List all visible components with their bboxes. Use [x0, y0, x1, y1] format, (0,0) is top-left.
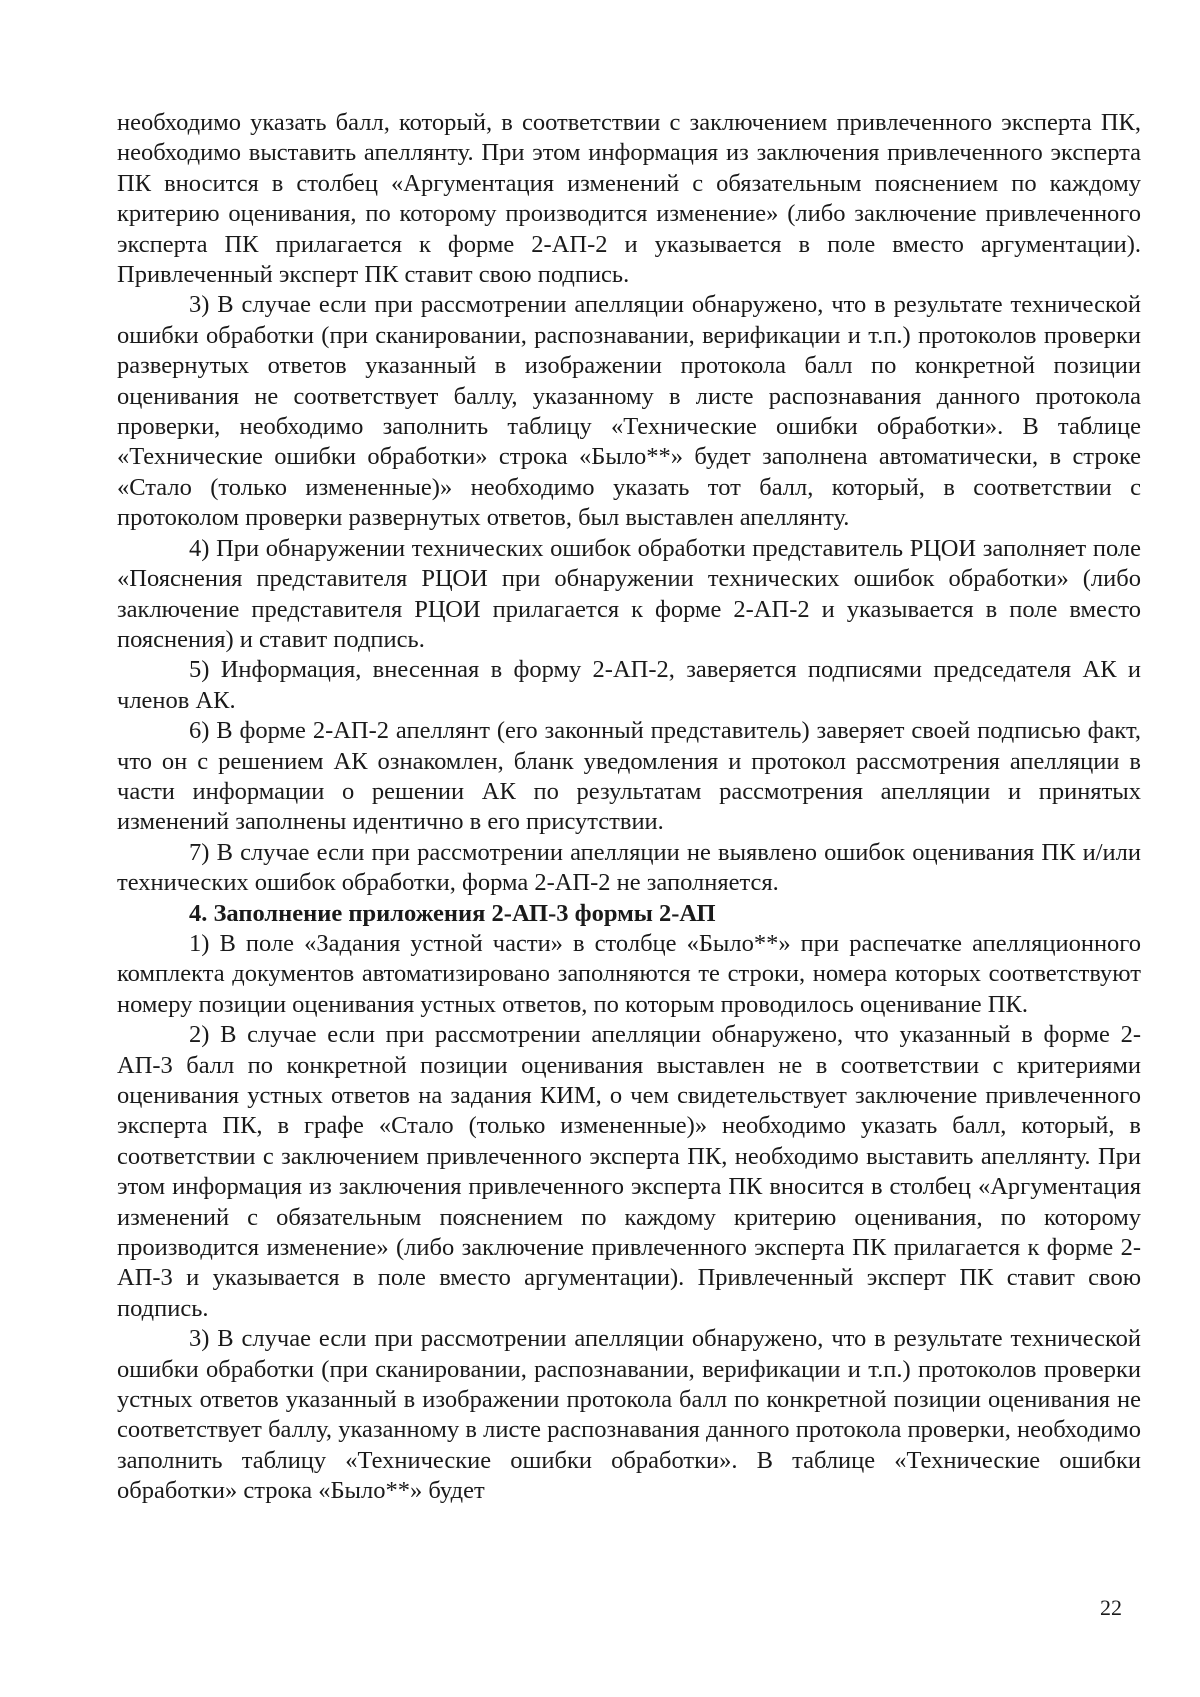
paragraph-item-3-technical-errors: 3) В случае если при рассмотрении апелляции обнаружено, что в результате технической ошибки обработки (при сканировании, распознавании, верификации и т.п.) протоколов проверки развернутых ответов указанный в изображении протокола балл по конкретной позиции оценивания не соответствует баллу, указанному в листе распознавания данного протокола проверки, необходимо заполнить таблицу «Технические ошибки обработки». В таблице «Технические ошибки обработки» строка «Было**» будет заполнена автоматически, в строке «Стало (только измененные)» необходимо указать тот балл, который, в соответствии с протоколом проверки развернутых ответов, был выставлен апеллянту. [117, 291, 1141, 532]
paragraph-item-3-oral-technical-errors: 3) В случае если при рассмотрении апелляции обнаружено, что в результате технической ошибки обработки (при сканировании, распознавании, верификации и т.п.) протоколов проверки устных ответов указанный в изображении протокола балл по конкретной позиции оценивания не соответствует баллу, указанному в листе распознавания данного протокола проверки, необходимо заполнить таблицу «Технические ошибки обработки». В таблице «Технические ошибки обработки» строка «Было**» будет [117, 1325, 1141, 1505]
paragraph-item-7-no-errors: 7) В случае если при рассмотрении апелляции не выявлено ошибок оценивания ПК и/или технических ошибок обработки, форма 2-АП-2 не заполняется. [117, 838, 1141, 897]
paragraph-item-2-oral-assessment: 2) В случае если при рассмотрении апелляции обнаружено, что указанный в форме 2-АП-3 балл по конкретной позиции оценивания выставлен не в соответствии с критериями оценивания устных ответов на задания КИМ, о чем свидетельствует заключение привлеченного эксперта ПК, в графе «Стало (только измененные)» необходимо указать балл, который, в соответствии с заключением привлеченного эксперта ПК, необходимо выставить апеллянту. При этом информация из заключения привлеченного эксперта ПК вносится в столбец «Аргументация изменений с обязательным пояснением по каждому критерию оценивания, по которому производится изменение» (либо заключение привлеченного эксперта ПК прилагается к форме 2-АП-3 и указывается в поле вместо аргументации). Привлеченный эксперт ПК ставит свою подпись. [117, 1021, 1141, 1322]
paragraph-item-1-oral-tasks: 1) В поле «Задания устной части» в столбце «Было**» при распечатке апелляционного комплекта документов автоматизировано заполняются те строки, номера которых соответствуют номеру позиции оценивания устных ответов, по которым проводилось оценивание ПК. [117, 929, 1141, 1018]
document-page [117, 108, 1141, 1507]
paragraph-item-4-rcoi-explanation: 4) При обнаружении технических ошибок обработки представитель РЦОИ заполняет поле «Пояснения представителя РЦОИ при обнаружении технических ошибок обработки» (либо заключение представителя РЦОИ прилагается к форме 2-АП-2 и указывается в поле вместо пояснения) и ставит подпись. [117, 534, 1141, 653]
paragraph-item-6-appellant-confirmation: 6) В форме 2-АП-2 апеллянт (его законный представитель) заверяет своей подписью факт, что он с решением АК ознакомлен, бланк уведомления и протокол рассмотрения апелляции в части информации о решении АК по результатам рассмотрения апелляции и принятых изменений заполнены идентично в его присутствии. [117, 717, 1141, 836]
section-heading: 4. Заполнение приложения 2-АП-3 формы 2-АП [189, 899, 716, 927]
paragraph-continuation: необходимо указать балл, который, в соответствии с заключением привлеченного эксперта ПК, необходимо выставить апеллянту. При этом информация из заключения привлеченного эксперта ПК вносится в столбец «Аргументация изменений с обязательным пояснением по каждому критерию оценивания, по которому производится изменение» (либо заключение привлеченного эксперта ПК прилагается к форме 2-АП-2 и указывается в поле вместо аргументации). Привлеченный эксперт ПК ставит свою подпись. [117, 109, 1141, 289]
page-number: 22 [1100, 1595, 1122, 1620]
paragraph-item-5-signatures: 5) Информация, внесенная в форму 2-АП-2, заверяется подписями председателя АК и членов АК. [117, 656, 1141, 714]
